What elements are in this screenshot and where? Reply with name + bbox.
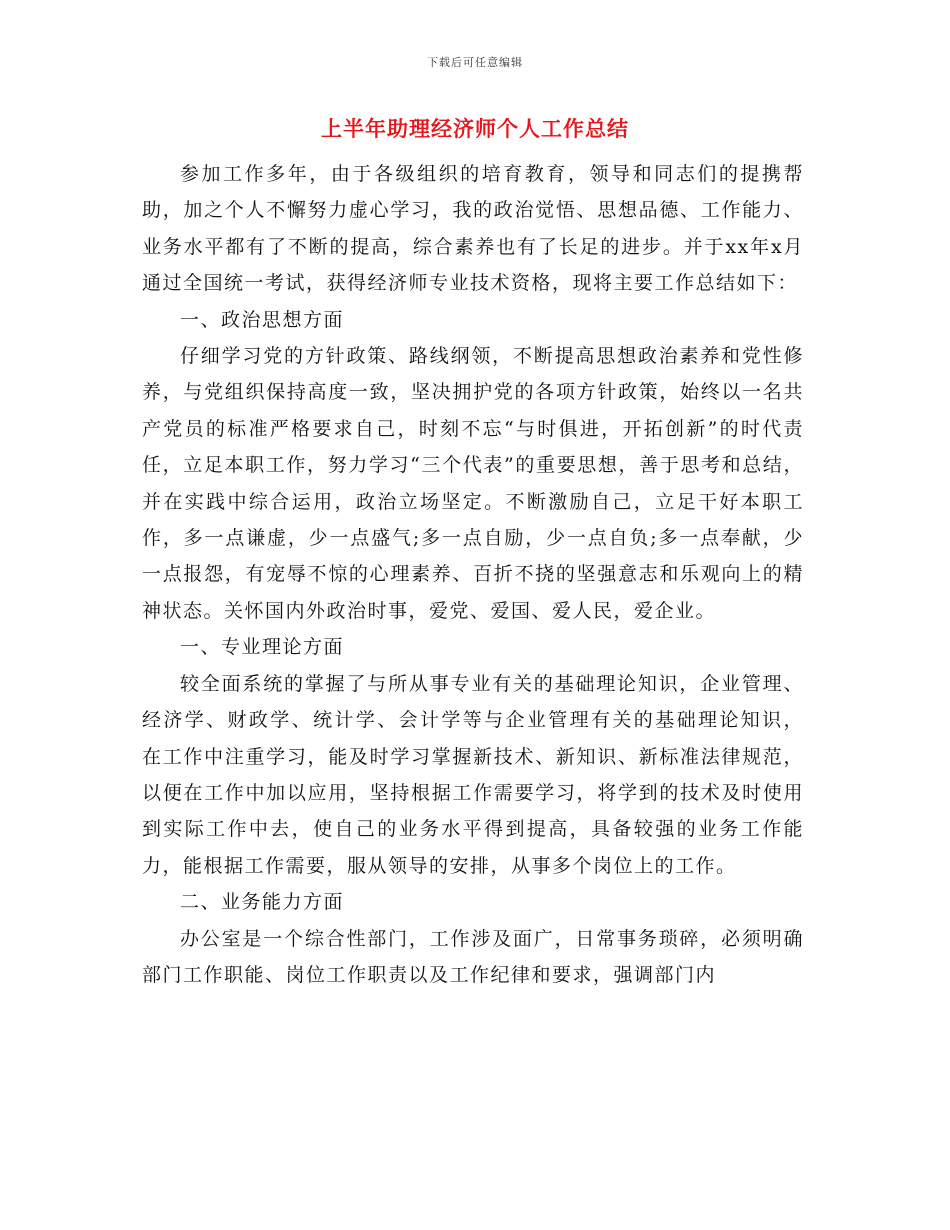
- section-heading-theory: 一、专业理论方面: [180, 636, 345, 659]
- paragraph-intro: 参加工作多年，由于各级组织的培育教育，领导和同志们的提携帮助，加之个人不懈努力虚心学习，我的政治觉悟、思想品德、工作能力、业务水平都有了不断的提高，综合素养也有了长足的进步。并于xx年x月通过全国统一考试，获得经济师专业技术资格，现将主要工作总结如下：: [142, 163, 804, 295]
- paragraph-theory: 较全面系统的掌握了与所从事专业有关的基础理论知识，企业管理、经济学、财政学、统计学、会计学等与企业管理有关的基础理论知识， 在工作中注重学习，能及时学习掌握新技术、新知识、新标准法律规范，以便在工作中加以应用，坚持根据工作需要学习，将学到的技术及时使用到实际工作中去，使自己的业务水平得到提高，具备较强的业务工作能力，能根据工作需要，服从领导的安排，从事多个岗位上的工作。: [142, 672, 804, 877]
- document-body: [142, 156, 804, 993]
- paragraph-business: 办公室是一个综合性部门，工作涉及面广，日常事务琐碎，必须明确部门工作职能、岗位工作职责以及工作纪律和要求，强调部门内: [142, 927, 804, 986]
- document-title: 上半年助理经济师个人工作总结: [321, 116, 629, 141]
- header-note: 下载后可任意编辑: [427, 56, 523, 69]
- paragraph-political: 仔细学习党的方针政策、路线纲领，不断提高思想政治素养和党性修养，与党组织保持高度一致，坚决拥护党的各项方针政策，始终以一名共产党员的标准严格要求自己，时刻不忘“与时俱进，开拓创新”的时代责任，立足本职工作，努力学习“三个代表”的重要思想，善于思考和总结，并在实践中综合运用，政治立场坚定。不断激励自己，立足干好本职工作，多一点谦虚，少一点盛气;多一点自励，少一点自负;多一点奉献，少一点报怨，有宠辱不惊的心理素养、百折不挠的坚强意志和乐观向上的精神状态。关怀国内外政治时事，爱党、爱国、爱人民，爱企业。: [142, 345, 804, 622]
- section-heading-business: 二、业务能力方面: [180, 891, 345, 914]
- section-heading-political: 一、政治思想方面: [180, 308, 345, 331]
